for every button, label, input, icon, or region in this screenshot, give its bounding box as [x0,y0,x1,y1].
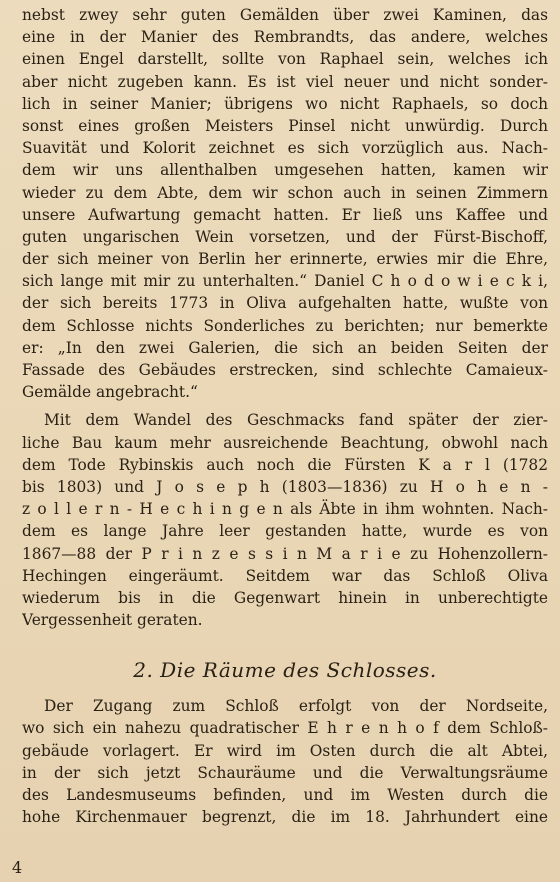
text-line: einen Engel darstellt, sollte von Raphael sein, welches ich [22,50,548,69]
text-line: er: „In den zwei Galerien, die sich an beiden Seiten der [22,338,548,357]
paragraph-3 [22,695,548,828]
text-line: unsere Aufwartung gemacht hatten. Er ließ uns Kaffee und [22,205,548,224]
text-line: nebst zwey sehr guten Gemälden über zwei Kaminen, das [22,6,548,24]
text-line: dem es lange Jahre leer gestanden hatte, wurde es von [22,522,548,541]
section-heading: 2. Die Räume des Schlosses. [133,658,437,683]
text-line: z o l l e r n - H e c h i n g e n als Äbte in ihm wohnten. Nach- [22,500,548,519]
text-line: eine in der Manier des Rembrandts, das andere, welches [22,28,548,47]
text-line: des Landesmuseums befinden, und im Westen durch die [22,786,548,804]
text-line: lich in seiner Manier; übrigens wo nicht Raphaels, so doch [22,94,548,113]
text-line: Hechingen eingeräumt. Seitdem war das Schloß Oliva [22,566,548,585]
text-line: in der sich jetzt Schauräume und die Verwaltungsräume [22,763,548,782]
text-line: sonst eines großen Meisters Pinsel nicht unwürdig. Durch [22,116,548,135]
text-line: der sich bereits 1773 in Oliva aufgehalten hatte, wußte von [22,294,548,313]
text-line: wo sich ein nahezu quadratischer E h r e n h o f dem Schloß- [22,719,548,738]
text-column [22,4,548,828]
text-line: liche Bau kaum mehr ausreichende Beachtung, obwohl nach [22,433,548,452]
text-line: dem Schlosse nichts Sonderliches zu berichten; nur bemerkte [22,316,548,335]
text-line: Mit dem Wandel des Geschmacks fand später der zier- [44,411,548,430]
text-line: dem wir uns allenthalben umgesehen hatten, kamen wir [22,161,548,180]
text-line: Gemälde angebracht.“ [22,383,198,402]
text-line: hohe Kirchenmauer begrenzt, die im 18. Jahrhundert eine [22,808,548,827]
text-line: aber nicht zugeben kann. Es ist viel neuer und nicht sonder- [22,72,548,91]
text-line: Suavität und Kolorit zeichnet es sich vorzüglich aus. Nach- [22,139,548,158]
page-number: 4 [12,858,23,877]
text-line: gebäude vorlagert. Er wird im Osten durch die alt Abtei, [22,741,548,760]
text-line: wieder zu dem Abte, dem wir schon auch in seinen Zimmern [22,183,548,202]
paragraph-2 [22,409,548,631]
text-line: wiederum bis in die Gegenwart hinein in unberechtigte [22,588,548,607]
text-line: guten ungarischen Wein vorsetzen, und der Fürst-Bischoff, [22,227,548,246]
text-line: der sich meiner von Berlin her erinnerte, erwies mir die Ehre, [22,250,548,269]
text-line: Der Zugang zum Schloß erfolgt von der Nordseite, [44,697,548,716]
text-line: sich lange mit mir zu unterhalten.“ Daniel C h o d o w i e c k i, [22,272,548,291]
text-line: bis 1803) und J o s e p h (1803—1836) zu H o h e n - [22,477,548,496]
text-line: Vergessenheit geraten. [22,611,203,630]
text-line: 1867—88 der P r i n z e s s i n M a r i e zu Hohenzollern- [22,544,548,563]
text-line: dem Tode Rybinskis auch noch die Fürsten K a r l (1782 [22,455,548,474]
text-line: Fassade des Gebäudes erstrecken, sind schlechte Camaieux- [22,361,548,379]
paragraph-1 [22,4,548,403]
